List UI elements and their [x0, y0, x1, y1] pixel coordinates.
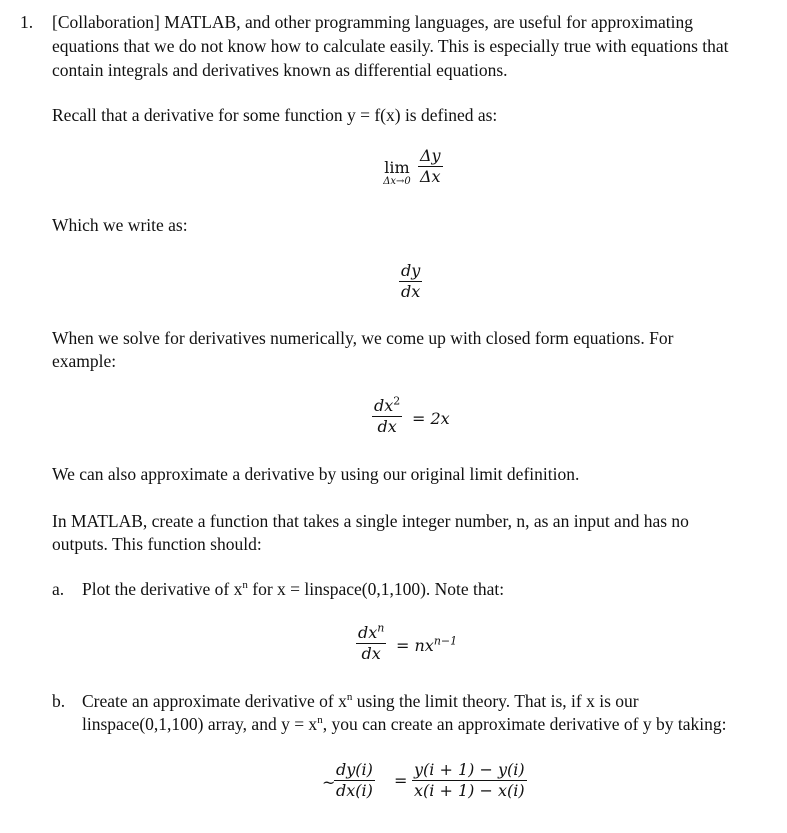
fd-rhs-numerator: y(i + 1) − y(i): [414, 760, 525, 779]
part-b-line-2: linspace(0,1,100) array, and $y = x^n$, you can create an approximate derivative of y by taking:: [82, 714, 727, 734]
example-numerator-base: dx: [374, 396, 394, 415]
numeric-line-1: When we solve for derivatives numerically, we come up with closed form equations. For: [52, 328, 674, 348]
intro-line-1: [Collaboration] MATLAB, and other programming languages, are useful for approximating: [52, 12, 694, 32]
intro-line-2: equations that we do not know how to calculate easily. This is especially true with equations that: [52, 36, 729, 56]
limit-numerator: Δy: [420, 146, 441, 165]
fd-lhs-denominator: dx(i): [336, 781, 373, 800]
dydx-denominator: dx: [401, 282, 421, 301]
intro-line-3: contain integrals and derivatives known as differential equations.: [52, 60, 508, 80]
example-numerator-exponent: 2: [393, 394, 401, 408]
matlab-line-1: In MATLAB, create a function that takes a single integer number, n, as an input and has no: [52, 511, 689, 531]
matlab-line-2: outputs. This function should:: [52, 534, 262, 554]
fd-equals: =: [394, 771, 408, 790]
power-numerator-base: dx: [358, 623, 378, 642]
approx-tilde: ~: [322, 773, 336, 792]
problem-number: 1.: [20, 12, 34, 32]
dydx-numerator: dy: [401, 261, 421, 280]
numeric-line-2: example:: [52, 351, 117, 371]
example-rhs: = 2x: [412, 409, 450, 428]
part-a-label: a.: [52, 579, 65, 599]
power-numerator-exponent: n: [377, 621, 385, 635]
finite-difference-equation: [322, 760, 552, 810]
lim-operator: lim: [384, 158, 410, 177]
fd-rhs-denominator: x(i + 1) − x(i): [414, 781, 525, 800]
part-b-line-1: Create an approximate derivative of $x^n$ using the limit theory. That is, if x is our: [82, 691, 639, 711]
approx-text: We can also approximate a derivative by using our original limit definition.: [52, 464, 580, 484]
part-a-text: Plot the derivative of $x^n$ for x = linspace(0,1,100). Note that:: [82, 579, 505, 599]
fd-lhs-numerator: dy(i): [336, 760, 373, 779]
part-b-label: b.: [52, 691, 66, 711]
power-rhs: = $nx^{n-1}$: [396, 634, 458, 655]
limit-denominator: Δx: [420, 167, 441, 186]
dydx-equation: [399, 261, 422, 302]
recall-text: Recall that a derivative for some function y = f(x) is defined as:: [52, 105, 498, 125]
lim-subscript: Δx→0: [383, 176, 411, 187]
limit-equation: [380, 146, 470, 196]
example-equation: [372, 396, 492, 444]
power-denominator: dx: [361, 644, 381, 663]
power-rule-equation: [356, 623, 496, 671]
which-we-write-text: Which we write as:: [52, 215, 188, 235]
example-denominator: dx: [377, 417, 397, 436]
